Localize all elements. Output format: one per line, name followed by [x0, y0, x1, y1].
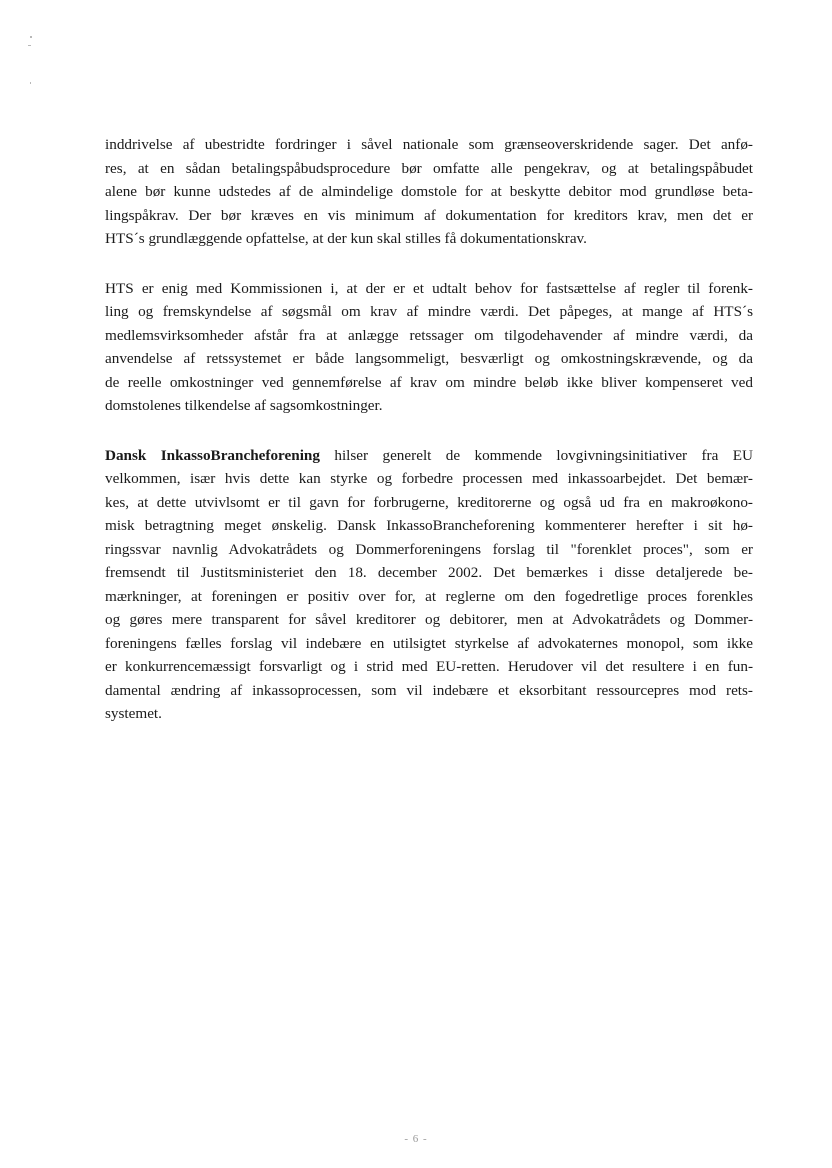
text-line: systemet. [105, 705, 162, 722]
body-text [105, 133, 753, 752]
text-line [105, 444, 753, 468]
text-line: ling og fremskyndelse af søgsmål om krav af mindre værdi. Det påpeges, at mange af HTS´s [105, 303, 753, 320]
text-line: medlemsvirksomheder afstår fra at anlægge retssager om tilgodehavender af mindre værdi, da [105, 326, 753, 344]
text-line: og gøres mere transparent for såvel kreditorer og debitorer, men at Advokatrådets og Dommer- [105, 611, 753, 628]
scan-speck [30, 82, 31, 84]
text-line: res, at en sådan betalingspåbudsprocedure bør omfatte alle pengekrav, og at betalingspåbudet [105, 159, 753, 177]
text-line: lingspåkrav. Der bør kræves en vis minimum af dokumentation for kreditors krav, men det er [105, 206, 753, 224]
text-line: ringssvar navnlig Advokatrådets og Dommerforeningens forslag til "forenklet proces", som er [105, 540, 753, 558]
text-line: anvendelse af retssystemet er både langsommeligt, besværligt og omkostningskrævende, og da [105, 350, 753, 367]
text-line: er konkurrencemæssigt forsvarligt og i strid med EU-retten. Herudover vil det resultere i en fun- [105, 658, 753, 675]
paragraph-2 [105, 277, 753, 418]
text-line: de reelle omkostninger ved gennemførelse af krav om mindre beløb ikke bliver kompenseret ved [105, 373, 753, 391]
paragraph-3 [105, 444, 753, 726]
organization-name: Dansk InkassoBrancheforening [105, 446, 320, 464]
text-line: inddrivelse af ubestridte fordringer i såvel nationale som grænseoverskridende sager. Det anfø- [105, 136, 753, 153]
text-line: velkommen, især hvis dette kan styrke og forbedre processen med inkassoarbejdet. Det bemær- [105, 470, 753, 487]
text-line: alene bør kunne udstedes af de almindelige domstole for at beskytte debitor mod grundløse beta- [105, 183, 753, 200]
page-number: - 6 - [404, 1133, 428, 1145]
text-line: kes, at dette utvivlsomt er til gavn for forbrugerne, kreditorerne og også ud fra en makroøkono- [105, 493, 753, 511]
text-line: mærkninger, at foreningen er positiv over for, at reglerne om den fogedretlige proces forenkles [105, 587, 753, 605]
scan-speck [30, 36, 32, 38]
text-fragment: hilser generelt de kommende lovgivningsinitiativer fra EU [319, 446, 753, 464]
paragraph-1 [105, 133, 753, 251]
text-line: misk betragtning meget ønskelig. Dansk InkassoBrancheforening kommenterer herefter i sit hø- [105, 517, 753, 534]
text-line: HTS er enig med Kommissionen i, at der er et udtalt behov for fastsættelse af regler til forenk- [105, 279, 753, 297]
text-line: damental ændring af inkassoprocessen, som vil indebære et eksorbitant ressourcepres mod rets- [105, 681, 753, 699]
text-line: domstolenes tilkendelse af sagsomkostninger. [105, 397, 383, 414]
text-line: foreningens fælles forslag vil indebære en utilsigtet styrkelse af advokaternes monopol, som ikke [105, 634, 753, 652]
scan-speck [28, 45, 31, 46]
text-line: HTS´s grundlæggende opfattelse, at der kun skal stilles få dokumentationskrav. [105, 230, 587, 247]
text-line: fremsendt til Justitsministeriet den 18. december 2002. Det bemærkes i disse detaljerede be- [105, 564, 753, 581]
